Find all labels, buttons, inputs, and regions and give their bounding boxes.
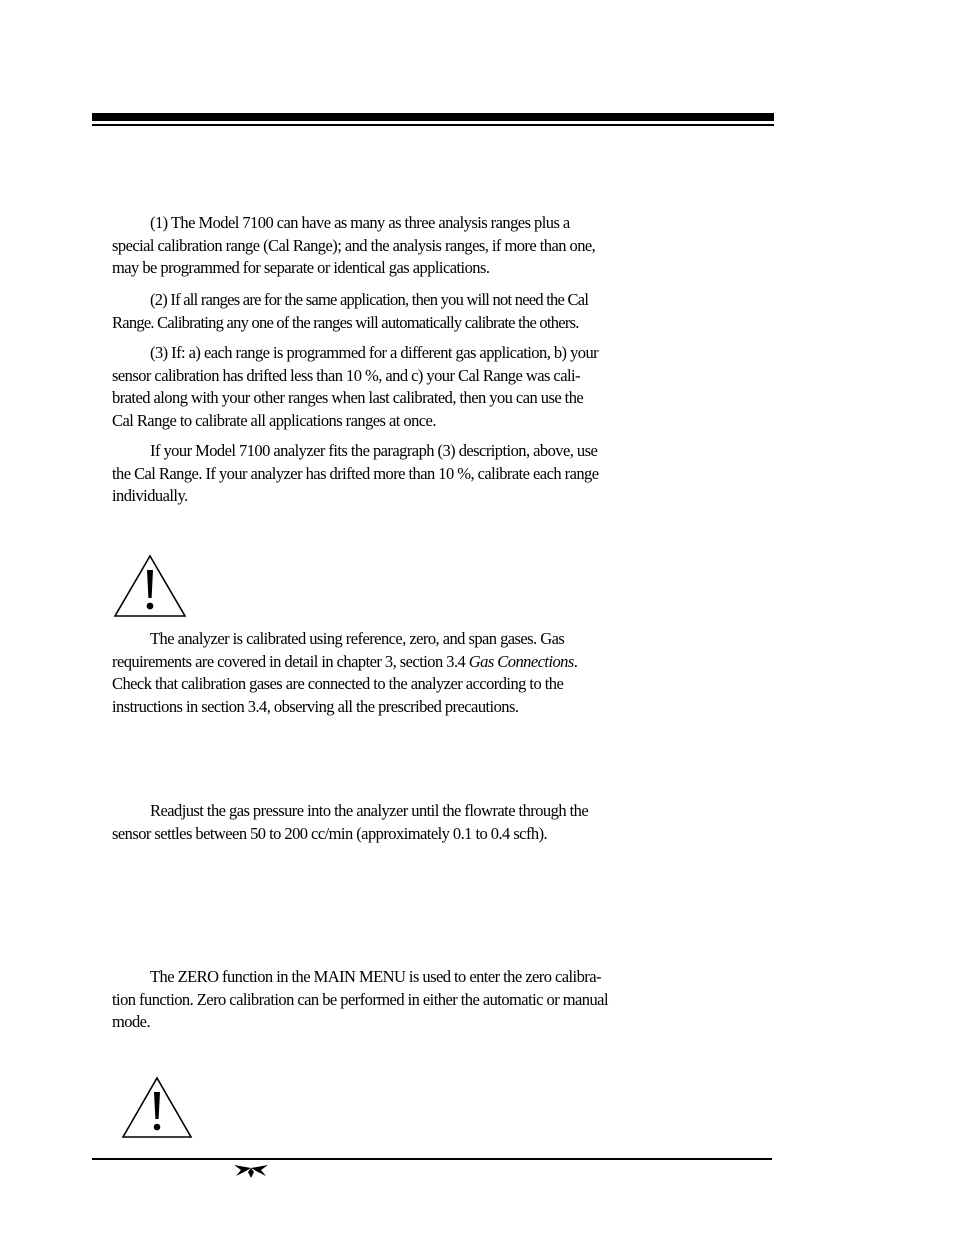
text-line: may be programmed for separate or identical gas applications.: [112, 258, 490, 278]
text-line: sensor calibration has drifted less than 10 %, and c) your Cal Range was cali-: [112, 365, 580, 385]
text-line: the Cal Range. If your analyzer has drifted more than 10 %, calibrate each range: [112, 463, 599, 483]
text-line: brated along with your other ranges when last calibrated, then you can use the: [112, 388, 584, 408]
paragraph-calibration-gases: [112, 628, 684, 718]
header-rule: [92, 113, 774, 121]
footer-rule: [92, 1158, 772, 1160]
paragraph-ranges-2: [112, 289, 684, 334]
text-line: instructions in section 3.4, observing all the prescribed precautions.: [112, 696, 519, 716]
warning-triangle-icon: [113, 554, 187, 618]
text-line: Cal Range to calibrate all applications ranges at once.: [112, 410, 436, 430]
text-line: (3) If: a) each range is programmed for a different gas application, b) your: [150, 343, 599, 362]
text-line: The ZERO function in the MAIN MENU is used to enter the zero calibra-: [150, 967, 601, 986]
text-line: special calibration range (Cal Range); and the analysis ranges, if more than one,: [112, 235, 596, 255]
text-line: Check that calibration gases are connected to the analyzer according to the: [112, 674, 564, 694]
text-run: .: [573, 651, 578, 671]
text-line: [112, 651, 684, 674]
paragraph-ranges-3: [112, 342, 684, 432]
paragraph-flowrate: [112, 800, 684, 845]
text-line: sensor settles between 50 to 200 cc/min (approximately 0.1 to 0.4 scfh).: [112, 823, 548, 843]
text-line: (2) If all ranges are for the same application, then you will not need the Cal: [150, 290, 589, 309]
header-rule-thin: [92, 124, 774, 126]
text-line: mode.: [112, 1012, 151, 1032]
text-line: Readjust the gas pressure into the analyzer until the flowrate through the: [150, 801, 589, 820]
text-run: requirements are covered in detail in chapter 3, section 3.4: [112, 651, 469, 671]
text-line: The analyzer is calibrated using reference, zero, and span gases. Gas: [150, 629, 565, 648]
text-line: tion function. Zero calibration can be performed in either the automatic or manual: [112, 989, 608, 1009]
teledyne-logo-icon: [232, 1163, 270, 1179]
paragraph-zero-function: [112, 966, 684, 1034]
text-line: If your Model 7100 analyzer fits the paragraph (3) description, above, use: [150, 441, 598, 460]
section-reference: Gas Connections: [468, 651, 574, 671]
paragraph-cal-range-advice: [112, 440, 684, 508]
text-line: Range. Calibrating any one of the ranges will automatically calibrate the others.: [112, 312, 579, 332]
text-line: individually.: [112, 486, 188, 506]
paragraph-ranges-1: [112, 212, 684, 280]
text-line: (1) The Model 7100 can have as many as three analysis ranges plus a: [150, 213, 570, 232]
warning-triangle-icon: [121, 1076, 193, 1139]
